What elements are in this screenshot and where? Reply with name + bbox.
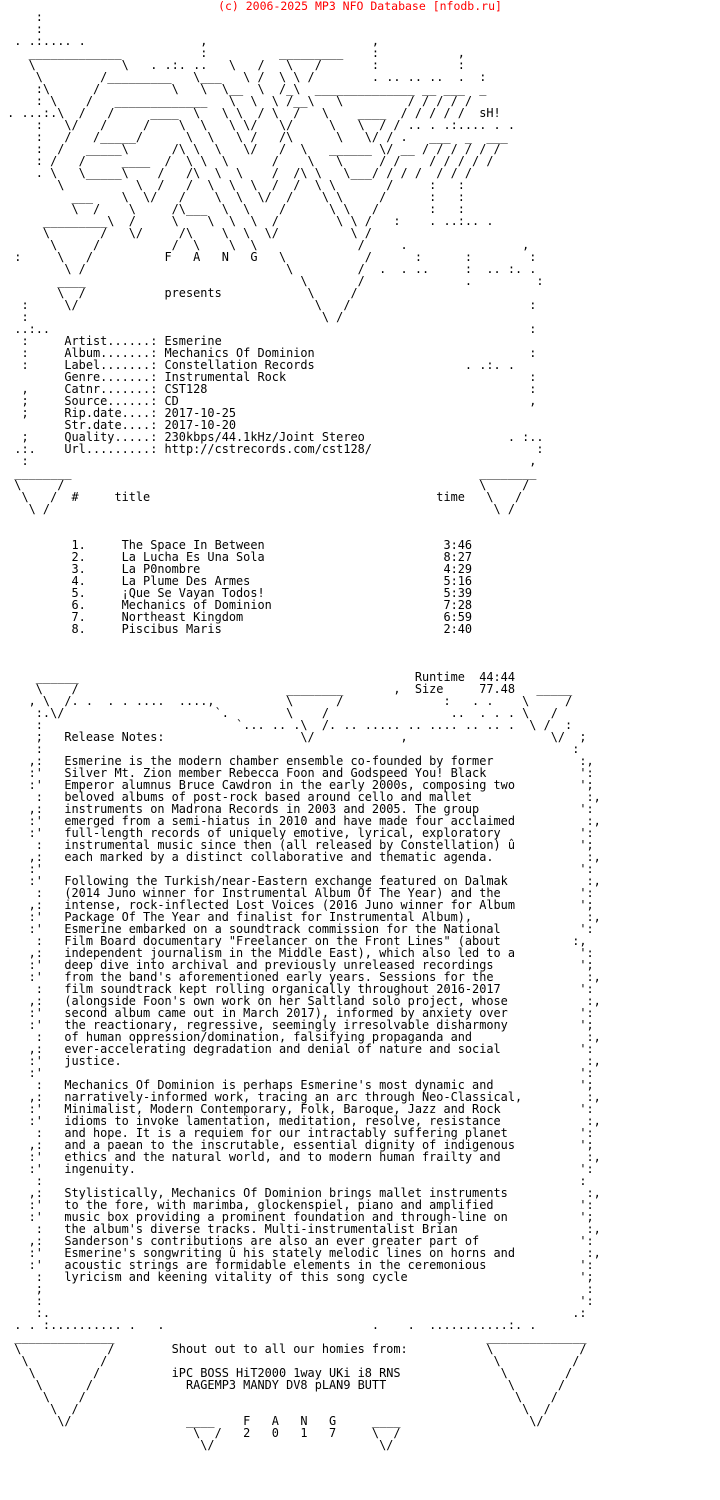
nfo-line: . ...:.\ / / ____ \ \ \ / \ / \ ____ / / / / / sH! [0, 106, 501, 120]
nfo-line: :' idioms to invoke lamentation, meditation, resolve, resistance :, [0, 1114, 601, 1128]
nfo-line: ; Source......: CD , [0, 394, 537, 408]
nfo-line: 6. Mechanics of Dominion 7:28 [0, 598, 473, 612]
nfo-line: \ \ . .:. .. \ / \ / : : [0, 58, 465, 72]
nfo-line: :' Esmerine's songwriting û his stately melodic lines on horns and :, [0, 1246, 601, 1260]
nfo-art-text [0, 11, 601, 1451]
nfo-line: 7. Northeast Kingdom 6:59 [0, 610, 473, 624]
nfo-line: .:. Url.........: http://cstrecords.com/cst128/ : [0, 442, 544, 456]
nfo-line: _________\ / \ \ \ \ / \ \ / : . ..:.. . [0, 214, 494, 228]
nfo-line: ____ \ / . : [0, 274, 544, 288]
nfo-line: \ / \ / [0, 1354, 580, 1368]
nfo-line: :' to the fore, with marimba, glockenspiel, piano and amplified ': [0, 1198, 594, 1212]
nfo-line: : \ / [0, 310, 344, 324]
nfo-line: :' from the band's aforementioned early years. Sessions for the :, [0, 970, 601, 984]
nfo-line: \ / presents \ / [0, 286, 358, 300]
nfo-line: : Album.......: Mechanics Of Dominion : [0, 346, 537, 360]
nfo-line: : lyricism and keening vitality of this song cycle '; [0, 1270, 594, 1284]
nfo-line: ,: (alongside Foon's own work on her Saltland solo project, whose :, [0, 994, 601, 1008]
nfo-line: \/ \/ [0, 1438, 394, 1452]
nfo-line: \ / iPC BOSS HiT2000 1way UKi i8 RNS \ / [0, 1366, 573, 1380]
nfo-line: :' deep dive into archival and previously unreleased recordings '; [0, 958, 594, 972]
nfo-line: : film soundtrack kept rolling organically throughout 2016-2017 ': [0, 982, 594, 996]
nfo-line: ,: Stylistically, Mechanics Of Dominion brings mallet instruments :, [0, 1186, 601, 1200]
nfo-line: : (2014 Juno winner for Instrumental Album Of The Year) and the ': [0, 886, 594, 900]
nfo-line: ______________ ______________ [0, 1330, 587, 1344]
nfo-line: :' the reactionary, regressive, seemingly irresolvable disharmony '; [0, 1018, 594, 1032]
nfo-line: : \ / _____________ \ \ \ /__\ \ / / / / / [0, 94, 473, 108]
nfo-line: ; Quality.....: 230kbps/44.1kHz/Joint Stereo . :.. [0, 430, 544, 444]
nfo-line: ,: Esmerine is the modern chamber ensemble co-founded by former :, [0, 754, 594, 768]
nfo-line: : [0, 22, 43, 36]
nfo-line: . \ \_____\ / /\ \ \ / /\ \ \___/ / / / / / / [0, 166, 473, 180]
nfo-line: : / / ____ / \ \ \ / \ \ / / / / / / / [0, 154, 494, 168]
nfo-line: :' music box providing a prominent foundation and through-line on '; [0, 1210, 594, 1224]
nfo-line: ; : [0, 1282, 594, 1296]
nfo-line: . .:.... . , , [0, 34, 380, 48]
nfo-line: ,: independent journalism in the Middle East), which also led to a ': [0, 946, 594, 960]
nfo-line: : and hope. It is a requiem for our intractably suffering planet ': [0, 1126, 594, 1140]
nfo-line: :' full-length records of uniquely emotive, lyrical, exploratory ': [0, 826, 594, 840]
credit-banner: (c) 2006-2025 MP3 NFO Database [nfodb.ru] [218, 0, 502, 13]
nfo-line: :.\/ `. \ / .. . . . \ / [0, 706, 558, 720]
nfo-line: : \/ / / \ \ \ \/ \/ \ \ / / .. . .:.... . . [0, 118, 515, 132]
nfo-line: 1. The Space In Between 3:46 [0, 538, 473, 552]
nfo-line: 4. La Plume Des Armes 5:16 [0, 574, 473, 588]
nfo-line: Str.date....: 2017-10-20 [0, 418, 237, 432]
nfo-line: \ / \/ /\ \ \ \/ \ / [0, 226, 372, 240]
nfo-line: \ / \ / [0, 502, 515, 516]
nfo-line: ___ \ \/ / \ \ \/ / \ \ / : : [0, 190, 465, 204]
nfo-line: 8. Piscibus Maris 2:40 [0, 622, 473, 636]
nfo-line: :' emerged from a semi-hiatus in 2010 and have made four acclaimed :, [0, 814, 601, 828]
nfo-line: Genre.......: Instrumental Rock : [0, 370, 537, 384]
nfo-line: ,: intense, rock-inflected Lost Voices (2016 Juno winner for Album '; [0, 898, 594, 912]
nfo-line: \ / \ /\___ \ \ / \ \ / : : [0, 202, 465, 216]
nfo-line: \ / Shout out to all our homies from: \ / [0, 1342, 587, 1356]
nfo-line: , \ /. . . . .... ...., \ / : . . \ / [0, 694, 573, 708]
nfo-line: ..:.. : [0, 322, 537, 336]
nfo-line: , Catnr.......: CST128 : [0, 382, 537, 396]
nfo-line: : beloved albums of post-rock based around cello and mallet :, [0, 790, 601, 804]
nfo-line: ,: and a paean to the inscrutable, essential dignity of indigenous '; [0, 1138, 594, 1152]
nfo-line: : Film Board documentary "Freelancer on the Front Lines" (about :, [0, 934, 587, 948]
nfo-line: :' acoustic strings are formidable elements in the ceremonious ': [0, 1258, 594, 1272]
nfo-line: : of human oppression/domination, falsifying propaganda and :, [0, 1030, 601, 1044]
nfo-line: : : [0, 1174, 587, 1188]
nfo-line: :' Following the Turkish/near-Eastern exchange featured on Dalmak :, [0, 874, 601, 888]
nfo-line: \ \ / / \ \ \ / / \ \ / : : [0, 178, 465, 192]
nfo-line: : ': [0, 1294, 594, 1308]
nfo-line: \ / \ / [0, 1402, 551, 1416]
nfo-line: \ / # title time \ / [0, 490, 523, 504]
nfo-line: : \/ \ / : [0, 298, 537, 312]
nfo-line: _____________ : _________ : , [0, 46, 465, 60]
nfo-line: \ / / \ \ \ / . , [0, 238, 530, 252]
nfo-line: \ /_________ \___ \ / \ \ / . .. .. .. . : [0, 70, 487, 84]
nfo-line: : [0, 10, 43, 24]
nfo-line: ; Release Notes: \/ , \/ ; [0, 730, 587, 744]
nfo-line: ,: narratively-informed work, tracing an arc through Neo-Classical, :, [0, 1090, 601, 1104]
nfo-line: \ / 2 0 1 7 \ / [0, 1426, 401, 1440]
nfo-line: \ / \ / [0, 1390, 558, 1404]
nfo-line: :' ethics and the natural world, and to modern human frailty and :, [0, 1150, 601, 1164]
nfo-line: :' justice. :, [0, 1054, 601, 1068]
nfo-line: ; Rip.date....: 2017-10-25 [0, 406, 237, 420]
nfo-line: ,: ever-accelerating degradation and denial of nature and social ': [0, 1042, 594, 1056]
nfo-line: ,: instruments on Madrona Records in 2003 and 2005. The group ': [0, 802, 594, 816]
nfo-line: ,: each marked by a distinct collaborative and thematic agenda. :, [0, 850, 601, 864]
nfo-line: : / _____\ /\ \ \ \/ / \ ______ \/ __ / / / / / / [0, 142, 501, 156]
nfo-line: ,: Sanderson's contributions are also an ever greater part of ': [0, 1234, 594, 1248]
nfo-line: 5. ¡Que Se Vayan Todos! 5:39 [0, 586, 473, 600]
nfo-line: : the album's diverse tracks. Multi-instrumentalist Brian :, [0, 1222, 601, 1236]
nfo-line: : : [0, 742, 580, 756]
nfo-line: ______ Runtime 44:44 [0, 670, 515, 684]
nfo-line: :' Minimalist, Modern Contemporary, Folk, Baroque, Jazz and Rock ': [0, 1102, 594, 1116]
nfo-line: :' Silver Mt. Zion member Rebecca Foon and Godspeed You! Black ': [0, 766, 594, 780]
nfo-line: :' Package Of The Year and finalist for Instrumental Album), :, [0, 910, 601, 924]
nfo-line: :\ / \ \ \__ \ /_\ ______________ __ ___ _ [0, 82, 487, 96]
nfo-line: :' second album came out in March 2017), informed by anxiety over ': [0, 1006, 594, 1020]
nfo-line: . . :.......... . . . . ...........:. . [0, 1318, 537, 1332]
nfo-line: : Mechanics Of Dominion is perhaps Esmerine's most dynamic and '; [0, 1078, 594, 1092]
nfo-line: : Label.......: Constellation Records . .:. . [0, 358, 515, 372]
nfo-line: :' ': [0, 862, 594, 876]
nfo-line: \ / \ / [0, 478, 530, 492]
nfo-line: ________ ________ [0, 466, 537, 480]
nfo-line: \ / \ / . . .. : .. :. . [0, 262, 537, 276]
nfo-line: 2. La Lucha Es Una Sola 8:27 [0, 550, 473, 564]
nfo-line: \ / RAGEMP3 MANDY DV8 pLAN9 BUTT \ / [0, 1378, 566, 1392]
nfo-line: : `... .. .\ /. .. ..... .. .... .. .. . \ / : [0, 718, 573, 732]
nfo-line: :' ': [0, 1066, 594, 1080]
nfo-line: 3. La P0nombre 4:29 [0, 562, 473, 576]
nfo-line: : \ / F A N G \ / : : : [0, 250, 537, 264]
nfo-line: :' Esmerine embarked on a soundtrack commission for the National ': [0, 922, 594, 936]
nfo-line: :' Emperor alumnus Bruce Cawdron in the early 2000s, composing two '; [0, 778, 594, 792]
nfo-line: :' ingenuity. ': [0, 1162, 594, 1176]
nfo-line: \/ ____ F A N G ____ \/ [0, 1414, 544, 1428]
nfo-line: :. .: [0, 1306, 587, 1320]
nfo-line: \ / ________ , Size 77.48 _____ [0, 682, 573, 696]
nfo-line: : Artist......: Esmerine [0, 334, 222, 348]
nfo-line: : / /_____/ \ \ \ / /\ \ \/ / . ___ _ ___ [0, 130, 508, 144]
nfo-line: : , [0, 454, 537, 468]
nfo-line: : instrumental music since then (all released by Constellation) û '; [0, 838, 594, 852]
